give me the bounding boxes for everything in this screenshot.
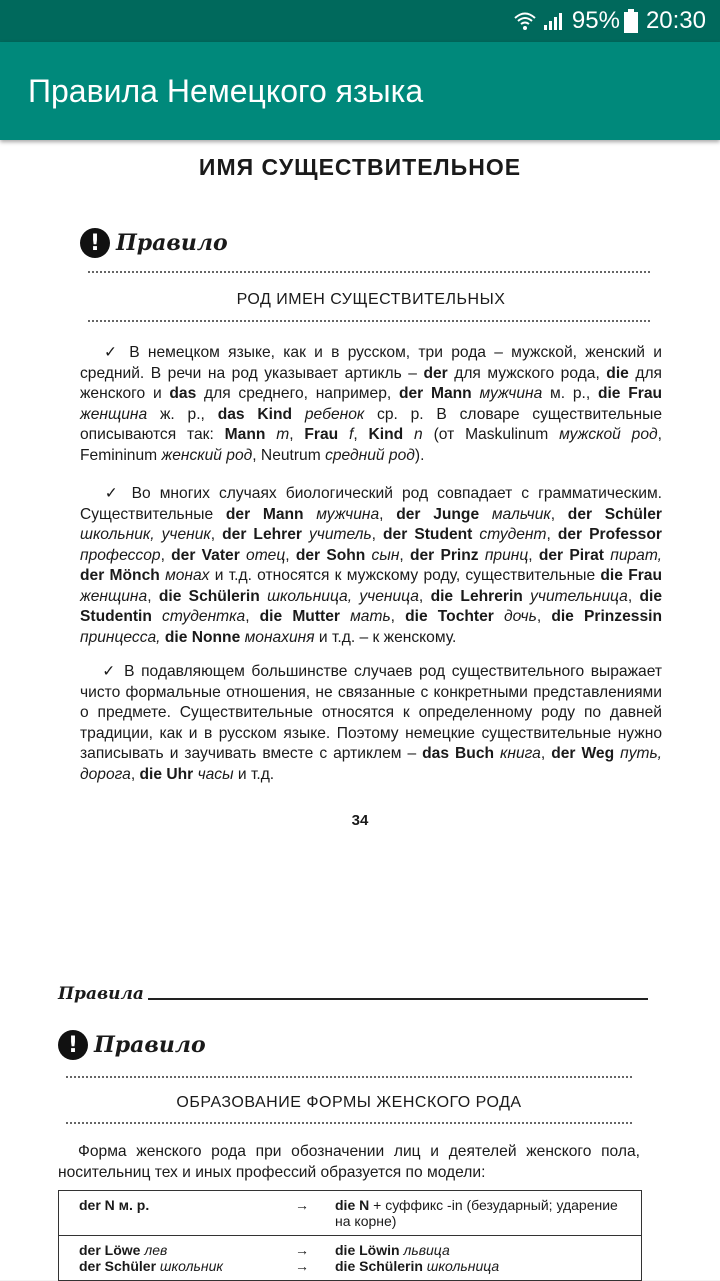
table-cell: die N + суффикс -in (безударный; ударение на корне) [335, 1197, 618, 1229]
battery-icon [624, 9, 638, 33]
table-cell: der N м. р. [79, 1197, 150, 1213]
book-page-2[interactable] [0, 980, 720, 1280]
page-number: 34 [351, 812, 369, 829]
running-head-label: Правила [58, 984, 144, 1004]
clock: 20:30 [645, 7, 706, 34]
battery-percent: 95% [571, 7, 620, 34]
table-row [59, 1191, 641, 1236]
divider [88, 320, 650, 322]
section-subheading: РОД ИМЕН СУЩЕСТВИТЕЛЬНЫХ [236, 291, 506, 308]
cell-signal-icon [542, 11, 564, 31]
rule-label: Правило [116, 230, 228, 256]
arrow-icon: → [295, 1242, 309, 1258]
formation-table [58, 1190, 642, 1281]
paragraph-1: ✓ В немецком языке, как и в русском, три рода – мужской, женский и средний. В речи на род указывает артикль – der для мужского рода, die для женского и das для среднего, например, der Mann мужчина м. р., die Frau женщина ж. р., das Kind ребенок ср. р. В словаре существительные описываются так: Mann m, Frau f, Kind n (от Maskulinum мужской род, Femininum женский род, Neutrum средний род). [80, 344, 663, 464]
rule-header [80, 228, 228, 258]
paragraph-3: ✓ В подавляющем большинстве случаев род существительного выражает чисто формальные отношения, не связанные с конкретными представлениями о предмете. Существительные относятся к определенному роду по давней традиции, как и в русском языке. Поэтому немецкие существительные нужно записывать и заучивать вместе с артиклем – das Buch книга, der Weg путь, дорога, die Uhr часы и т.д. [80, 663, 663, 783]
section-subheading: ОБРАЗОВАНИЕ ФОРМЫ ЖЕНСКОГО РОДА [176, 1094, 522, 1111]
intro-paragraph: Форма женского рода при обозначении лиц и деятелей женского пола, носительниц тех и иных профессий образуется по модели: [58, 1143, 640, 1181]
table-cell: die Löwin львица [335, 1242, 450, 1258]
divider [66, 1076, 632, 1078]
running-head [58, 984, 648, 1004]
signal-icons [514, 11, 564, 31]
divider [66, 1122, 632, 1124]
rule-label: Правило [94, 1032, 206, 1058]
arrow-icon: → [295, 1258, 309, 1274]
table-cell: der Löwe лев [79, 1242, 168, 1258]
status-bar [0, 0, 720, 42]
book-page-1[interactable] [0, 140, 720, 1000]
running-head-line [148, 998, 648, 1000]
arrow-icon: → [295, 1197, 309, 1213]
app-title: Правила Немецкого языка [28, 72, 424, 109]
paragraph-2: ✓ Во многих случаях биологический род совпадает с грамматическим. Существительные der Mann мужчина, der Junge мальчик, der Schüler школьник, ученик, der Lehrer учитель, der Student студент, der Professor профессор, der Vater отец, der Sohn сын, der Prinz принц, der Pirat пират, der Mönch монах и т.д. относятся к мужскому роду, существительные die Frau женщина, die Schülerin школьница, ученица, die Lehrerin учительница, die Studentin студентка, die Mutter мать, die Tochter дочь, die Prinzessin принцесса, die Nonne монахиня и т.д. – к женскому. [80, 485, 663, 646]
exclamation-icon: ! [80, 228, 110, 258]
wifi-icon [514, 11, 536, 31]
app-bar [0, 42, 720, 140]
rule-header [58, 1030, 206, 1060]
table-cell: der Schüler школьник [79, 1258, 223, 1274]
table-row [59, 1236, 641, 1281]
divider [88, 271, 650, 273]
page-title: ИМЯ СУЩЕСТВИТЕЛЬНОЕ [198, 154, 522, 180]
exclamation-icon: ! [58, 1030, 88, 1060]
table-cell: die Schülerin школьница [335, 1258, 500, 1274]
